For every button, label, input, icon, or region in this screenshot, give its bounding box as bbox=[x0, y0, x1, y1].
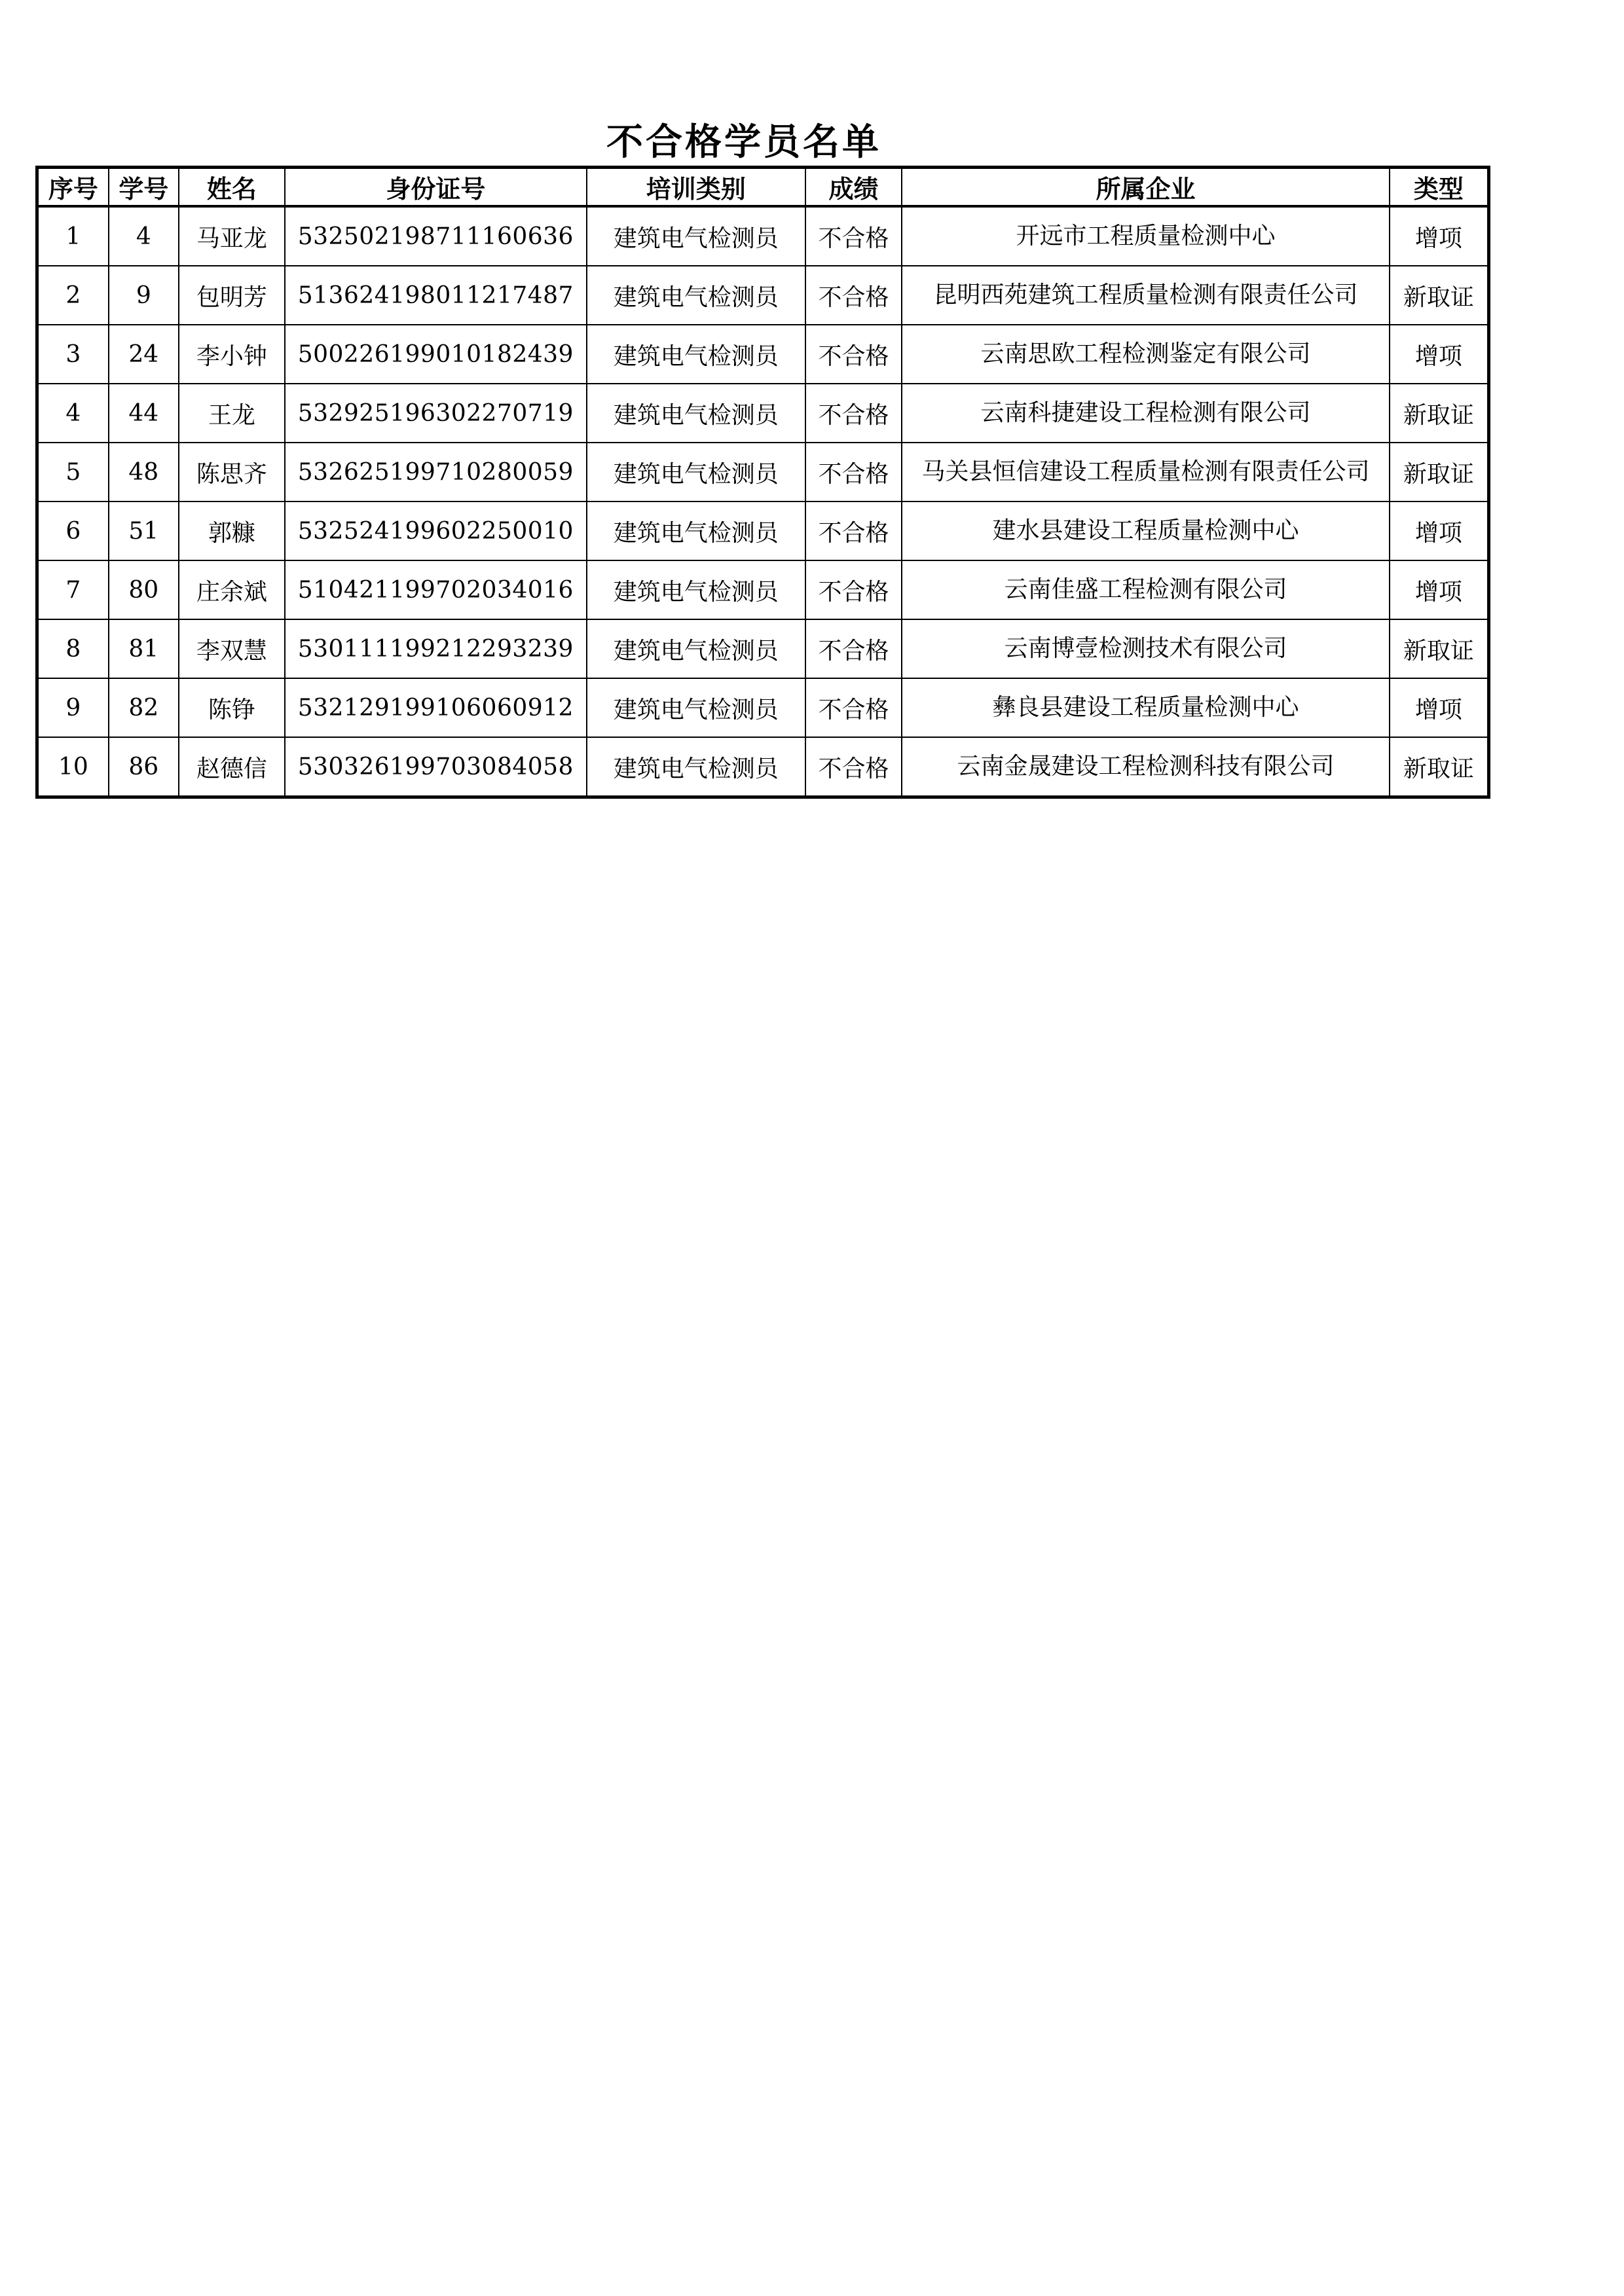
cell-result: 不合格 bbox=[805, 678, 902, 737]
cell-student-no: 86 bbox=[109, 737, 179, 797]
cell-company: 云南金晟建设工程检测科技有限公司 bbox=[902, 737, 1389, 797]
column-header: 培训类别 bbox=[587, 168, 805, 207]
cell-result: 不合格 bbox=[805, 206, 902, 266]
column-header: 成绩 bbox=[805, 168, 902, 207]
column-header: 序号 bbox=[37, 168, 109, 207]
cell-name: 赵德信 bbox=[179, 737, 285, 797]
cell-index: 8 bbox=[37, 619, 109, 678]
cell-result: 不合格 bbox=[805, 266, 902, 325]
cell-student-no: 24 bbox=[109, 325, 179, 384]
cell-id-number: 513624198011217487 bbox=[285, 266, 587, 325]
cell-index: 9 bbox=[37, 678, 109, 737]
cell-type: 增项 bbox=[1390, 678, 1489, 737]
page-title: 不合格学员名单 bbox=[606, 121, 881, 164]
cell-student-no: 48 bbox=[109, 443, 179, 501]
cell-training-category: 建筑电气检测员 bbox=[587, 560, 805, 619]
table-row bbox=[37, 678, 1489, 737]
cell-company: 建水县建设工程质量检测中心 bbox=[902, 501, 1389, 560]
table-row bbox=[37, 266, 1489, 325]
column-header: 所属企业 bbox=[902, 168, 1389, 207]
column-header: 姓名 bbox=[179, 168, 285, 207]
cell-name: 陈铮 bbox=[179, 678, 285, 737]
cell-training-category: 建筑电气检测员 bbox=[587, 678, 805, 737]
cell-result: 不合格 bbox=[805, 384, 902, 443]
column-header: 类型 bbox=[1390, 168, 1489, 207]
cell-type: 新取证 bbox=[1390, 266, 1489, 325]
cell-training-category: 建筑电气检测员 bbox=[587, 384, 805, 443]
cell-id-number: 532502198711160636 bbox=[285, 206, 587, 266]
cell-result: 不合格 bbox=[805, 443, 902, 501]
cell-type: 新取证 bbox=[1390, 619, 1489, 678]
cell-name: 包明芳 bbox=[179, 266, 285, 325]
cell-company: 彝良县建设工程质量检测中心 bbox=[902, 678, 1389, 737]
cell-company: 开远市工程质量检测中心 bbox=[902, 206, 1389, 266]
cell-company: 云南科捷建设工程检测有限公司 bbox=[902, 384, 1389, 443]
cell-id-number: 510421199702034016 bbox=[285, 560, 587, 619]
cell-type: 增项 bbox=[1390, 501, 1489, 560]
cell-index: 7 bbox=[37, 560, 109, 619]
cell-id-number: 532129199106060912 bbox=[285, 678, 587, 737]
cell-id-number: 500226199010182439 bbox=[285, 325, 587, 384]
cell-index: 2 bbox=[37, 266, 109, 325]
cell-student-no: 44 bbox=[109, 384, 179, 443]
cell-training-category: 建筑电气检测员 bbox=[587, 619, 805, 678]
cell-company: 云南佳盛工程检测有限公司 bbox=[902, 560, 1389, 619]
cell-type: 增项 bbox=[1390, 560, 1489, 619]
cell-id-number: 532925196302270719 bbox=[285, 384, 587, 443]
cell-company: 云南博壹检测技术有限公司 bbox=[902, 619, 1389, 678]
cell-training-category: 建筑电气检测员 bbox=[587, 501, 805, 560]
cell-name: 王龙 bbox=[179, 384, 285, 443]
cell-student-no: 4 bbox=[109, 206, 179, 266]
cell-name: 李双慧 bbox=[179, 619, 285, 678]
cell-student-no: 9 bbox=[109, 266, 179, 325]
cell-result: 不合格 bbox=[805, 501, 902, 560]
cell-id-number: 532625199710280059 bbox=[285, 443, 587, 501]
cell-training-category: 建筑电气检测员 bbox=[587, 737, 805, 797]
column-header: 身份证号 bbox=[285, 168, 587, 207]
cell-type: 新取证 bbox=[1390, 737, 1489, 797]
table-header-row bbox=[37, 168, 1489, 207]
cell-student-no: 81 bbox=[109, 619, 179, 678]
cell-type: 增项 bbox=[1390, 325, 1489, 384]
cell-index: 3 bbox=[37, 325, 109, 384]
cell-company: 云南思欧工程检测鉴定有限公司 bbox=[902, 325, 1389, 384]
cell-index: 5 bbox=[37, 443, 109, 501]
cell-index: 1 bbox=[37, 206, 109, 266]
cell-company: 昆明西苑建筑工程质量检测有限责任公司 bbox=[902, 266, 1389, 325]
table-row bbox=[37, 443, 1489, 501]
cell-name: 陈思齐 bbox=[179, 443, 285, 501]
cell-company: 马关县恒信建设工程质量检测有限责任公司 bbox=[902, 443, 1389, 501]
cell-type: 新取证 bbox=[1390, 443, 1489, 501]
column-header: 学号 bbox=[109, 168, 179, 207]
cell-index: 6 bbox=[37, 501, 109, 560]
cell-id-number: 532524199602250010 bbox=[285, 501, 587, 560]
cell-training-category: 建筑电气检测员 bbox=[587, 206, 805, 266]
table-row bbox=[37, 560, 1489, 619]
cell-training-category: 建筑电气检测员 bbox=[587, 266, 805, 325]
cell-student-no: 51 bbox=[109, 501, 179, 560]
cell-name: 庄余斌 bbox=[179, 560, 285, 619]
cell-index: 10 bbox=[37, 737, 109, 797]
cell-name: 李小钟 bbox=[179, 325, 285, 384]
table-row bbox=[37, 619, 1489, 678]
cell-name: 马亚龙 bbox=[179, 206, 285, 266]
cell-result: 不合格 bbox=[805, 560, 902, 619]
cell-student-no: 80 bbox=[109, 560, 179, 619]
cell-type: 新取证 bbox=[1390, 384, 1489, 443]
cell-id-number: 530111199212293239 bbox=[285, 619, 587, 678]
cell-student-no: 82 bbox=[109, 678, 179, 737]
cell-result: 不合格 bbox=[805, 737, 902, 797]
table-row bbox=[37, 737, 1489, 797]
table-row bbox=[37, 384, 1489, 443]
cell-training-category: 建筑电气检测员 bbox=[587, 325, 805, 384]
cell-name: 郭糠 bbox=[179, 501, 285, 560]
table-row bbox=[37, 206, 1489, 266]
cell-result: 不合格 bbox=[805, 619, 902, 678]
cell-index: 4 bbox=[37, 384, 109, 443]
table-row bbox=[37, 501, 1489, 560]
failed-students-table bbox=[35, 166, 1490, 799]
cell-result: 不合格 bbox=[805, 325, 902, 384]
cell-type: 增项 bbox=[1390, 206, 1489, 266]
cell-id-number: 530326199703084058 bbox=[285, 737, 587, 797]
table-row bbox=[37, 325, 1489, 384]
cell-training-category: 建筑电气检测员 bbox=[587, 443, 805, 501]
